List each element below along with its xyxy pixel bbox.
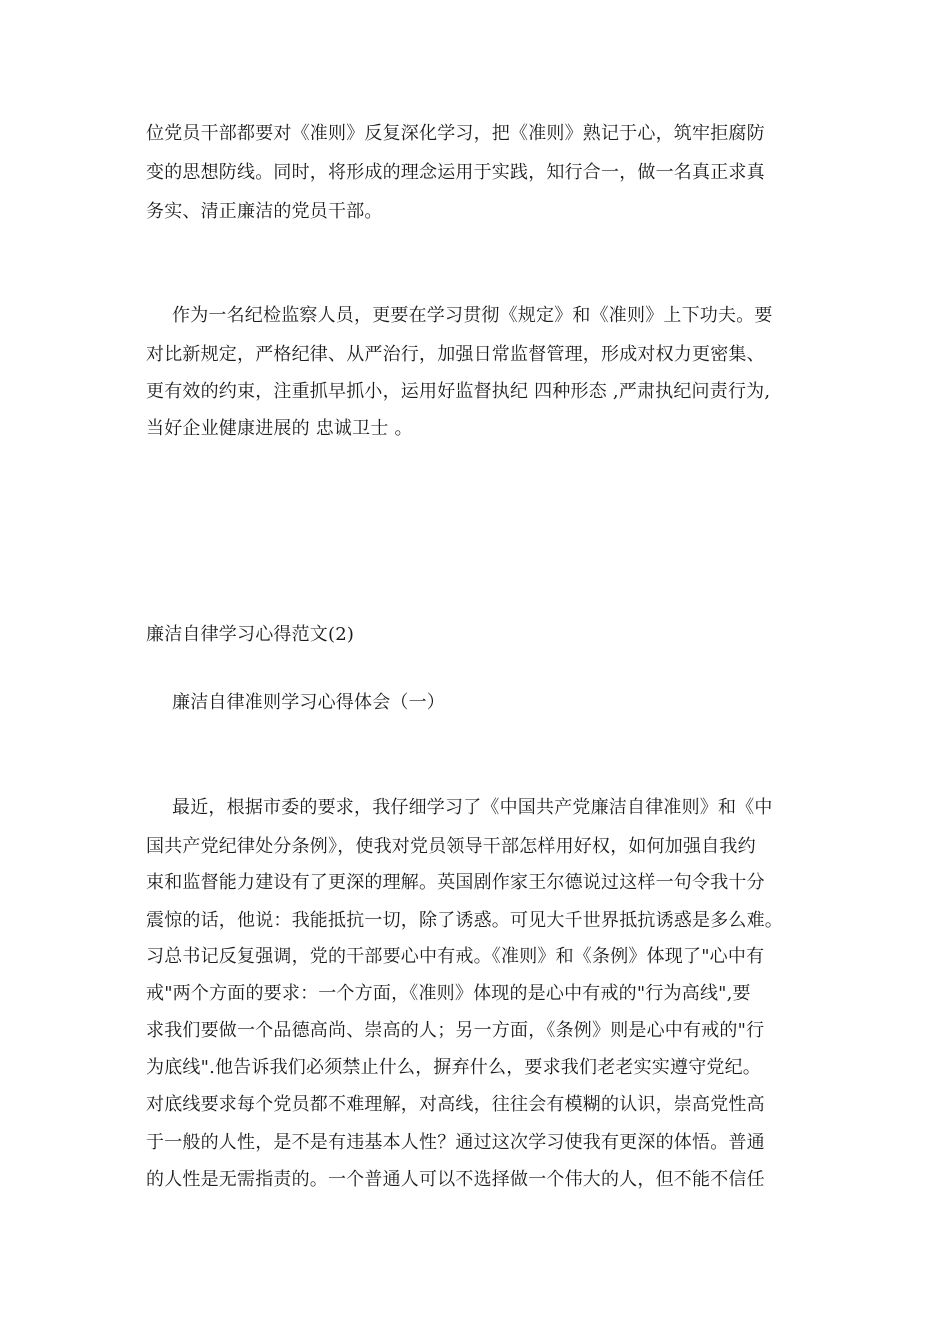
paragraph-line: 作为一名纪检监察人员，更要在学习贯彻《规定》和《准则》上下功夫。要 xyxy=(172,305,773,326)
paragraph-line: 震惊的话，他说：我能抵抗一切，除了诱惑。可见大千世界抵抗诱惑是多么难。 xyxy=(146,910,783,931)
paragraph-line: 位党员干部都要对《准则》反复深化学习，把《准则》熟记于心，筑牢拒腐防 xyxy=(146,123,765,144)
paragraph-line: 对比新规定，严格纪律、从严治行，加强日常监督管理，形成对权力更密集、 xyxy=(146,344,765,365)
paragraph-line: 习总书记反复强调，党的干部要心中有戒。《准则》和《条例》体现了"心中有 xyxy=(146,946,765,967)
paragraph-line: 束和监督能力建设有了更深的理解。英国剧作家王尔德说过这样一句令我十分 xyxy=(146,872,765,893)
paragraph-line: 最近，根据市委的要求，我仔细学习了《中国共产党廉洁自律准则》和《中 xyxy=(172,797,773,818)
subtitle: 廉洁自律准则学习心得体会（一） xyxy=(172,692,445,713)
paragraph-line: 于一般的人性，是不是有违基本人性？通过这次学习使我有更深的体悟。普通 xyxy=(146,1132,765,1153)
paragraph-line: 戒"两个方面的要求：一个方面，《准则》体现的是心中有戒的"行为高线",要 xyxy=(146,983,751,1004)
paragraph-line: 求我们要做一个品德高尚、崇高的人；另一方面，《条例》则是心中有戒的"行 xyxy=(146,1020,765,1041)
paragraph-line: 对底线要求每个党员都不难理解，对高线，往往会有模糊的认识，崇高党性高 xyxy=(146,1094,765,1115)
paragraph-line: 更有效的约束，注重抓早抓小，运用好监督执纪 四种形态 ,严肃执纪问责行为, xyxy=(146,381,771,402)
paragraph-line: 当好企业健康进展的 忠诚卫士 。 xyxy=(146,418,413,439)
paragraph-line: 的人性是无需指责的。一个普通人可以不选择做一个伟大的人，但不能不信任 xyxy=(146,1169,765,1190)
section-title: 廉洁自律学习心得范文(2) xyxy=(146,624,355,645)
paragraph-line: 务实、清正廉洁的党员干部。 xyxy=(146,201,383,222)
paragraph-line: 变的思想防线。同时，将形成的理念运用于实践，知行合一，做一名真正求真 xyxy=(146,162,765,183)
paragraph-line: 国共产党纪律处分条例》，使我对党员领导干部怎样用好权，如何加强自我约 xyxy=(146,836,756,857)
paragraph-line: 为底线".他告诉我们必须禁止什么，摒弃什么，要求我们老老实实遵守党纪。 xyxy=(146,1057,761,1078)
